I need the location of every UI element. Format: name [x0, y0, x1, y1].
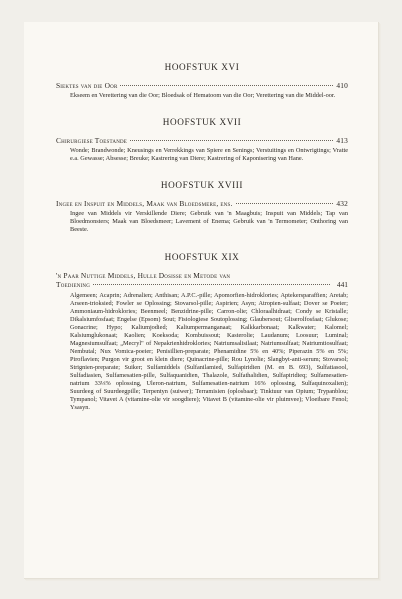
page-number: 413 — [336, 136, 348, 146]
entry-description: Ingee van Middels vir Verskillende Diere; Gebruik van 'n Maagbuis; Inspuit van Middels; Tap van Bloedmonsters; Maak van Bloedsmeer; Lavement of Enema; Gebruik van 'n Termometer; Onthoring van Beeste. — [70, 210, 348, 234]
chapter-heading: HOOFSTUK XIX — [164, 251, 240, 262]
dot-leader — [130, 139, 333, 141]
entry-title-last-line — [56, 280, 333, 289]
chapter-xix — [56, 252, 348, 413]
entry-title: Siektes van die Oor — [56, 81, 118, 90]
toc-entry — [56, 199, 348, 208]
dot-leader — [236, 202, 334, 204]
chapter-xviii — [56, 180, 348, 234]
entry-title-line2: Toediening — [56, 279, 91, 289]
page-number: 410 — [336, 81, 348, 90]
toc-entry — [56, 81, 348, 90]
chapter-heading: HOOFSTUK XVI — [164, 62, 240, 72]
toc-entry — [56, 136, 348, 145]
chapter-xvii — [56, 117, 348, 163]
entry-title-block — [56, 271, 333, 289]
page-number: 441 — [336, 279, 348, 289]
entry-description: Ekseem en Verettering van die Oor; Bloedsak of Hematoom van die Oor; Verettering van die Middel-oor. — [70, 92, 336, 99]
book-page — [24, 22, 379, 579]
entry-description: Wonde; Brandwonde; Kneusings en Verrekkings van Spiere en Senings; Verstuitings en Ontwrigtings; Vratte e.a. Gewasse; Absesse; Breuke; Kastrering van Diere; Kastrering of Kaponisering van Hane. — [70, 147, 348, 163]
chapter-heading: HOOFSTUK XVII — [162, 117, 242, 128]
chapter-xvi — [56, 62, 348, 100]
entry-title-line1: 'n Paar Nuttige Middels, Hulle Dosisse en Metode van — [56, 270, 231, 280]
entry-title: Chirurgiese Toestande — [56, 136, 128, 146]
entry-title: Ingee en Inspuit en Middels, Maak van Bloedsmere, ens. — [56, 199, 233, 209]
toc-entry — [56, 271, 348, 289]
dot-leader — [120, 84, 333, 86]
chapter-heading: HOOFSTUK XVIII — [160, 180, 244, 191]
entry-description: Algemeen; Acaprin; Adrenalien; Anthisan; A.P.C.-pille; Apomorfien-hidroklories; Aptekersparaffien; Aretab; Arseen-trioksied; Fowler se Oplossing; Stovarsol-pille; Aspirien; Asyn; Atropien-sulfaat; Dover se Poeier; Ammoniaum-hidroklories; Beenmeel; Benzidrine-pille; Carron-olie; Chloraalhidraat; Condy se Kristalle; Dikalsiumfosfaat; Engelse (Epsom) Sout; Fisiologiese Soutoplossing; Glaubersout; Gliserolfosfaat; Glukose; Gonacrine; Hypo; Kaliumjodied; Kaliumpermanganaat; Kalkkarbonaat; Kalkwater; Kalomel; Kalsiumglukonaat; Kaolien; Koeksoda; Kombuissout; Kasterolie; Laudanum; Loosuur; Luminal; Magnesiumsulfaat; „Mecryl" of Nepakrienhidroklories; Natriumsalisilaat; Natriumsulfaat; Natriumtiosulfaat; Nembutal; Nux Vomica-poeier; Penisillien-preparate; Phenamidine 5% en 40%; Piperazin 5% en 5%; Piroflavien; Purgon vir groot en klein diere; Quinacrine-pille; Rou Lynolie; Slangbyt-anti-serum; Stovarsol; Strignien-preparate; Suiker; Sulfamiddels (Sulfanilamied, Sulfapiridien (M. en B. 693), Sulfatiasool, Sulfadiasien, Sulfamesatien-pille, Sulfaquanidien, Thalazole, Sulfathalidien, Sulfapiridieq; Sulfamesatien-natrium 33⅓% oplossing, Uleron-natrium, Sulfamesatien-natrium 16% oplossing, Sulfaquinoxalien); Suurdeeg of Suurdeegpille; Terpentyn (suiwer); Terramisien (oplosbaar); Tinktuur van Opium; Trypanblou; Tympanol; Vitavet A (vitamine-olie vir soogdiere); Vitavet B (vitamine-olie vir pluimvee); Vloeibare Fenol; Ysasyn. — [70, 291, 348, 412]
table-of-contents — [56, 62, 348, 429]
page-number: 432 — [336, 199, 348, 209]
dot-leader — [93, 283, 330, 285]
